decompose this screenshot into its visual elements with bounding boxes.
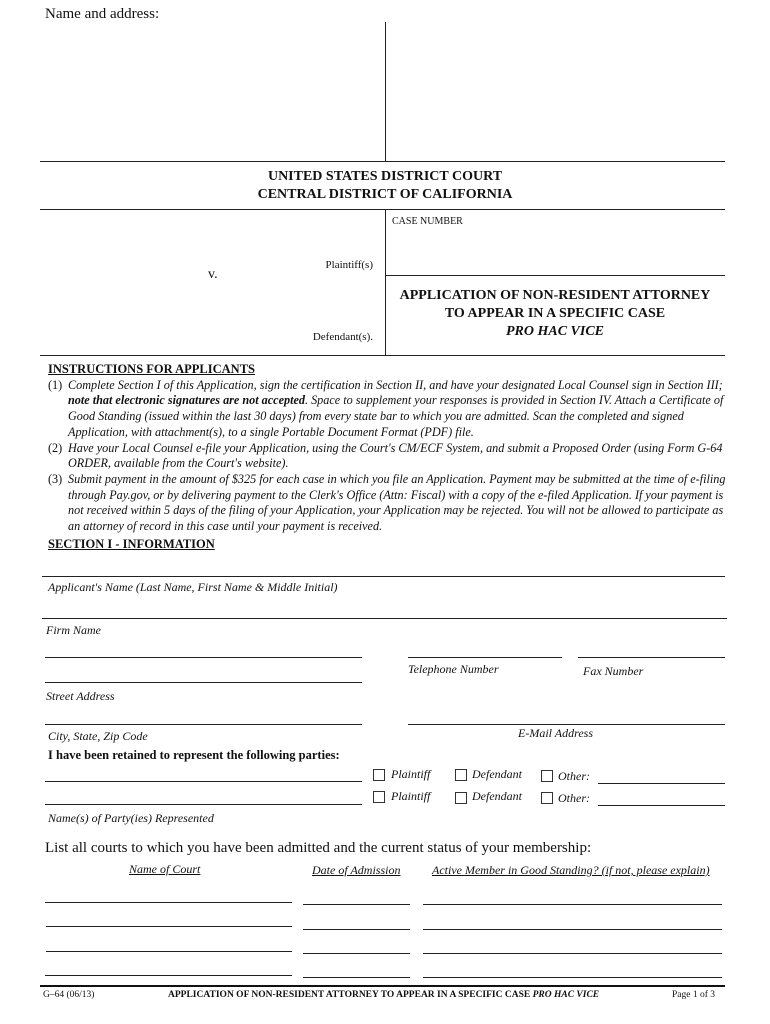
- instruction-item: [48, 378, 738, 441]
- divider: [40, 209, 725, 210]
- other-option-label: Other:: [558, 791, 590, 805]
- instruction-bold-text: note that electronic signatures are not accepted: [68, 393, 305, 408]
- footer-form-id: G–64 (06/13): [43, 990, 95, 1000]
- footer-page-number: Page 1 of 3: [671, 990, 715, 1000]
- instruction-text: Complete Section I of this Application, sign the certification in Section II, and have your designated Local Counsel sign in Section III;: [68, 377, 723, 392]
- instruction-text: . Space to supplement your responses is provided in Section IV. Attach a Certificate of Good Standing (issued within the last 30 days) from every state bar to which you are admitted. Scan the completed and signed Application, with attachment(s), to a single Portable Document Format (PDF) file.: [68, 393, 724, 439]
- firm-name-label: Firm Name: [46, 623, 101, 637]
- admission-date-input[interactable]: [303, 939, 410, 954]
- defendant-checkbox[interactable]: [455, 792, 467, 804]
- email-input[interactable]: [408, 710, 725, 725]
- footer-title: [168, 990, 599, 1000]
- other-party-input[interactable]: [598, 791, 725, 806]
- instruction-item: [48, 472, 738, 535]
- plaintiff-checkbox[interactable]: [373, 791, 385, 803]
- city-state-zip-label: City, State, Zip Code: [48, 729, 148, 743]
- court-name: UNITED STATES DISTRICT COURT: [267, 169, 503, 184]
- plaintiff-label: Plaintiff(s): [325, 259, 373, 271]
- divider: [40, 161, 725, 162]
- instruction-number: (1): [48, 377, 63, 392]
- party-name-input[interactable]: [45, 790, 362, 805]
- fax-input[interactable]: [578, 643, 725, 658]
- other-checkbox[interactable]: [541, 770, 553, 782]
- court-district: CENTRAL DISTRICT OF CALIFORNIA: [257, 187, 513, 202]
- standing-input[interactable]: [423, 915, 722, 930]
- court-name-input[interactable]: [45, 961, 292, 976]
- plaintiff-option-label: Plaintiff: [391, 789, 431, 803]
- defendant-option-label: Defendant: [472, 767, 522, 781]
- application-title-2: TO APPEAR IN A SPECIFIC CASE: [444, 306, 666, 321]
- firm-name-line2-input[interactable]: [45, 643, 362, 658]
- other-option-label: Other:: [558, 769, 590, 783]
- defendant-option-label: Defendant: [472, 789, 522, 803]
- divider: [385, 22, 386, 161]
- instruction-number: (2): [48, 440, 63, 455]
- instruction-item: [48, 441, 738, 472]
- col-name-of-court: Name of Court: [129, 862, 201, 876]
- application-title: APPLICATION OF NON-RESIDENT ATTORNEY: [399, 288, 711, 303]
- street-address-label: Street Address: [46, 689, 115, 703]
- courts-intro: List all courts to which you have been admitted and the current status of your membership:: [45, 840, 592, 856]
- col-good-standing: Active Member in Good Standing? (if not, please explain): [432, 863, 710, 877]
- firm-name-input[interactable]: [42, 604, 727, 619]
- instructions-heading: INSTRUCTIONS FOR APPLICANTS: [48, 362, 255, 376]
- footer-title-text: APPLICATION OF NON-RESIDENT ATTORNEY TO APPEAR IN A SPECIFIC CASE: [168, 990, 531, 1000]
- applicant-name-input[interactable]: [42, 562, 725, 577]
- name-address-field[interactable]: [44, 28, 378, 157]
- defendant-checkbox[interactable]: [455, 769, 467, 781]
- instruction-number: (3): [48, 471, 63, 486]
- parties-label: Name(s) of Party(ies) Represented: [48, 811, 214, 825]
- application-title-3: PRO HAC VICE: [505, 324, 605, 339]
- street-address-input[interactable]: [45, 668, 362, 683]
- divider: [385, 275, 725, 276]
- plaintiff-option-label: Plaintiff: [391, 767, 431, 781]
- applicant-name-label: Applicant's Name (Last Name, First Name & Middle Initial): [48, 580, 338, 594]
- footer-title-italic: PRO HAC VICE: [532, 990, 600, 1000]
- admission-date-input[interactable]: [303, 963, 410, 978]
- plaintiff-checkbox[interactable]: [373, 769, 385, 781]
- instruction-text: Submit payment in the amount of $325 for each case in which you file an Application. Payment may be submitted at the time of e-filing through Pay.gov, or by delivering payment to the Clerk's Office (Attn: Fiscal) with a copy of the e-filed Application. If your payment is not received within 5 days of the filing of your Application, your Application may be rejected. You will not be allowed to participate as an attorney of record in this case until your payment is received.: [68, 471, 726, 534]
- retained-label: I have been retained to represent the following parties:: [48, 748, 340, 762]
- section-heading: SECTION I - INFORMATION: [48, 537, 215, 551]
- case-number-label: CASE NUMBER: [392, 216, 463, 227]
- col-date-of-admission: Date of Admission: [312, 863, 401, 877]
- other-party-input[interactable]: [598, 769, 725, 784]
- standing-input[interactable]: [423, 963, 722, 978]
- court-name-input[interactable]: [46, 937, 292, 952]
- other-checkbox[interactable]: [541, 792, 553, 804]
- name-address-label: Name and address:: [45, 6, 160, 22]
- city-state-zip-input[interactable]: [45, 710, 362, 725]
- instruction-text: Have your Local Counsel e-file your Application, using the Court's CM/ECF System, and submit a Proposed Order (using Form G-64 ORDER, available from the Court's website).: [68, 440, 723, 471]
- defendant-label: Defendant(s).: [312, 331, 373, 343]
- case-number-input[interactable]: [392, 240, 712, 254]
- fax-label: Fax Number: [583, 664, 644, 678]
- court-name-input[interactable]: [45, 888, 292, 903]
- party-name-input[interactable]: [45, 767, 362, 782]
- telephone-label: Telephone Number: [408, 662, 499, 676]
- standing-input[interactable]: [423, 890, 722, 905]
- court-name-input[interactable]: [46, 912, 292, 927]
- email-label: E-Mail Address: [518, 726, 593, 740]
- admission-date-input[interactable]: [303, 890, 410, 905]
- admission-date-input[interactable]: [303, 915, 410, 930]
- telephone-input[interactable]: [408, 643, 562, 658]
- footer-rule: [40, 985, 725, 987]
- divider: [40, 355, 725, 356]
- instructions: [48, 362, 738, 535]
- standing-input[interactable]: [423, 939, 722, 954]
- versus-label: v.: [208, 267, 218, 282]
